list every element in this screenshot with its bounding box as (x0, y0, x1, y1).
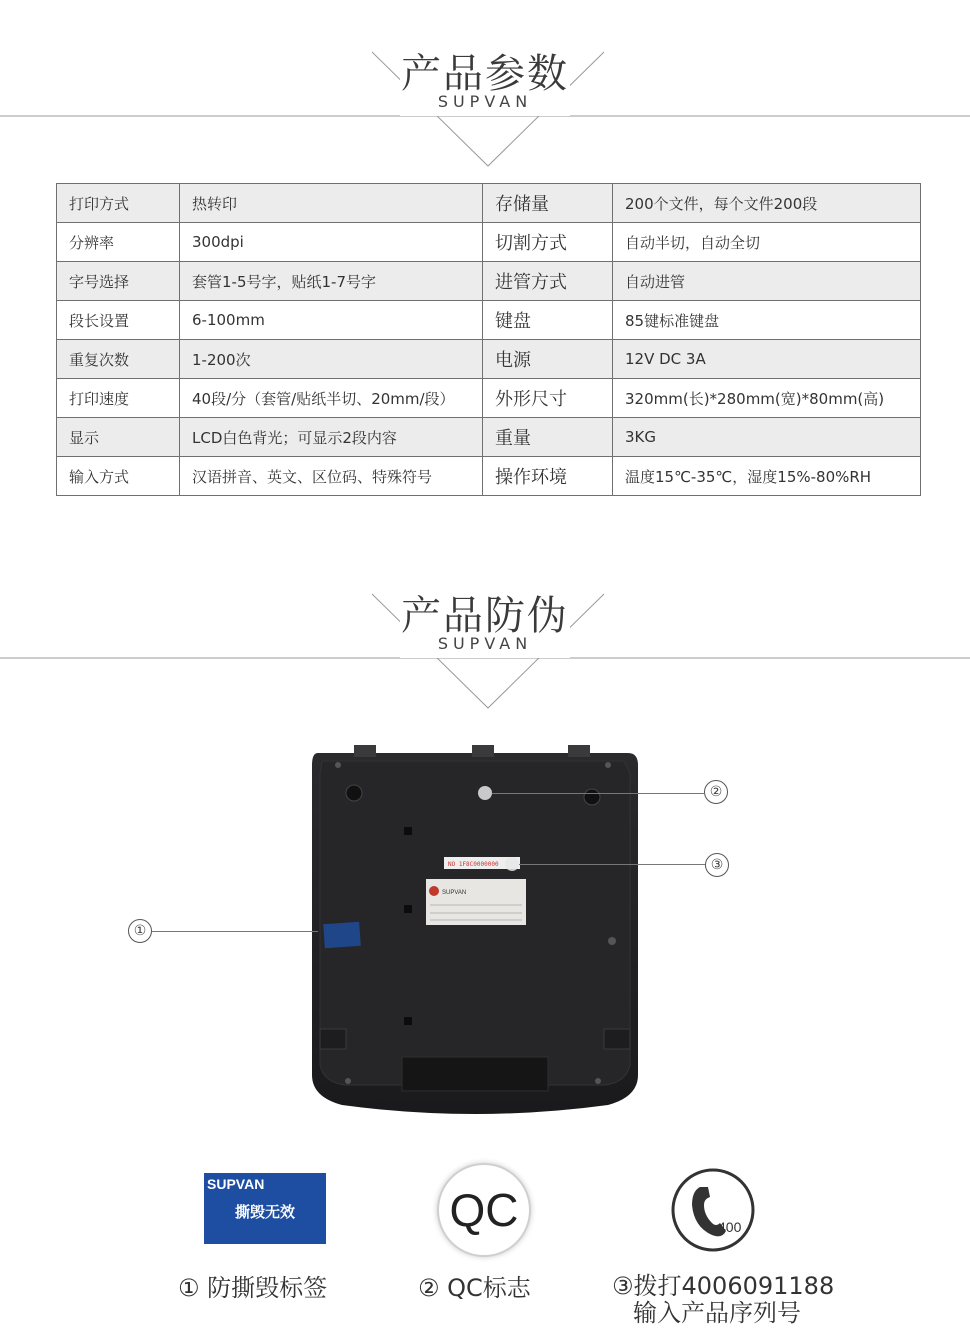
spec-label: 打印速度 (57, 379, 180, 418)
feature-label-serial: 输入产品序列号 (633, 1299, 801, 1327)
spec-value: 85键标准键盘 (613, 301, 921, 340)
spec-label: 显示 (57, 418, 180, 457)
feature-label-anti-tamper: ① 防撕毁标签 (178, 1274, 328, 1302)
device-bottom-image (308, 745, 642, 1115)
serial-sticker-text: NO 1F8C0000000 (448, 861, 499, 868)
spec-value: 40段/分（套管/贴纸半切、20mm/段） (180, 379, 483, 418)
spec-value: 320mm(长)*280mm(宽)*80mm(高) (613, 379, 921, 418)
spec-value: 300dpi (180, 223, 483, 262)
spec-label: 存储量 (483, 184, 613, 223)
spec-label: 字号选择 (57, 262, 180, 301)
spec-row (57, 223, 921, 262)
spec-value: 200个文件，每个文件200段 (613, 184, 921, 223)
spec-row (57, 457, 921, 496)
anti-tamper-label-icon (204, 1173, 326, 1244)
callout-line-3 (519, 864, 705, 865)
spec-label: 打印方式 (57, 184, 180, 223)
spec-value: 1-200次 (180, 340, 483, 379)
qc-mark-icon: QC (437, 1163, 531, 1257)
feature-label-qc: ② QC标志 (418, 1274, 531, 1302)
section-title: 产品参数 (401, 51, 569, 97)
spec-value: 12V DC 3A (613, 340, 921, 379)
spec-value: 自动进管 (613, 262, 921, 301)
spec-label: 重复次数 (57, 340, 180, 379)
spec-value: 自动半切，自动全切 (613, 223, 921, 262)
spec-value: 套管1-5号字，贴纸1-7号字 (180, 262, 483, 301)
spec-label: 段长设置 (57, 301, 180, 340)
nameplate-brand: SUPVAN (442, 890, 467, 896)
spec-label: 键盘 (483, 301, 613, 340)
spec-value: 热转印 (180, 184, 483, 223)
phone-400-text: 400 (718, 1219, 742, 1235)
spec-value: 汉语拼音、英文、区位码、特殊符号 (180, 457, 483, 496)
spec-row (57, 379, 921, 418)
spec-row (57, 184, 921, 223)
callout-number-1: ① (128, 919, 152, 943)
spec-label: 分辨率 (57, 223, 180, 262)
spec-label: 电源 (483, 340, 613, 379)
spec-label: 重量 (483, 418, 613, 457)
callout-marker-2 (478, 786, 492, 800)
spec-table (56, 183, 921, 496)
spec-value: 3KG (613, 418, 921, 457)
section-subtitle: SUPVAN (437, 92, 533, 111)
badge-brand: SUPVAN (207, 1176, 265, 1192)
section-subtitle: SUPVAN (437, 634, 533, 653)
spec-label: 切割方式 (483, 223, 613, 262)
section-header-anticounterfeit (0, 542, 970, 712)
callout-number-2: ② (704, 780, 728, 804)
section-title: 产品防伪 (401, 593, 569, 639)
callout-marker-3 (505, 857, 519, 871)
spec-row (57, 418, 921, 457)
spec-value: LCD白色背光；可显示2段内容 (180, 418, 483, 457)
callout-line-1 (152, 931, 318, 932)
feature-label-hotline: ③拨打4006091188 (612, 1272, 835, 1300)
callout-line-2 (492, 793, 704, 794)
phone-400-icon (670, 1165, 760, 1255)
section-header-params (0, 0, 970, 170)
spec-row (57, 262, 921, 301)
spec-label: 外形尺寸 (483, 379, 613, 418)
spec-label: 进管方式 (483, 262, 613, 301)
spec-row (57, 340, 921, 379)
badge-text: 撕毁无效 (234, 1204, 295, 1221)
spec-label: 输入方式 (57, 457, 180, 496)
spec-value: 温度15℃-35℃，湿度15%-80%RH (613, 457, 921, 496)
spec-label: 操作环境 (483, 457, 613, 496)
callout-number-3: ③ (705, 853, 729, 877)
spec-row (57, 301, 921, 340)
spec-value: 6-100mm (180, 301, 483, 340)
